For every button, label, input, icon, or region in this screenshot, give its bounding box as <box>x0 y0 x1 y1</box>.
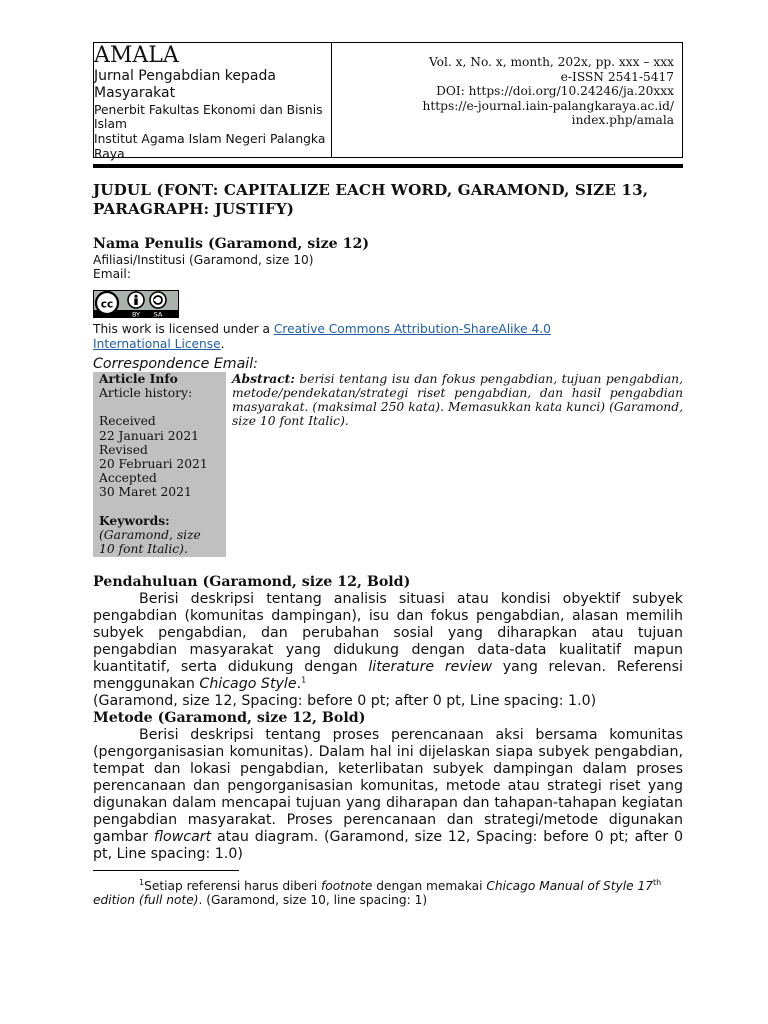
footnote-mark: 1 <box>139 877 145 887</box>
journal-url-line-1: https://e-journal.iain-palangkaraya.ac.id/ <box>422 98 674 113</box>
journal-meta <box>332 43 682 157</box>
author-name: Nama Penulis (Garamond, size 12) <box>93 236 370 252</box>
journal-url-line-2: index.php/amala <box>571 113 674 128</box>
license-link-part-1[interactable]: Creative Commons Attribution-ShareAlike 4.0 <box>273 322 551 337</box>
method-italic-flowcart: flowcart <box>153 828 212 845</box>
article-info-box <box>93 372 226 557</box>
footnote-text-b: dengan memakai <box>372 878 487 893</box>
intro-italic-literature-review: literature review <box>368 658 493 675</box>
license-link-part-2[interactable]: International License <box>93 336 221 351</box>
received-date: 22 Januari 2021 <box>99 428 200 443</box>
doi: DOI: https://doi.org/10.24246/ja.20xxx <box>436 84 674 99</box>
footnote <box>93 879 683 907</box>
keywords-label: Keywords: <box>99 512 170 528</box>
header-divider <box>93 164 683 168</box>
footnote-divider <box>93 870 239 871</box>
footnote-text-c: . (Garamond, size 10, line spacing: 1) <box>198 893 428 908</box>
revised-label: Revised <box>99 442 148 457</box>
keywords-line-1: (Garamond, size <box>99 528 201 543</box>
document-page <box>93 42 683 907</box>
article-info-heading: Article Info <box>99 370 178 386</box>
svg-text:cc: cc <box>100 298 114 311</box>
license-statement <box>93 322 683 350</box>
intro-italic-chicago-style: Chicago Style <box>199 675 297 692</box>
method-text-a: Berisi deskripsi tentang proses perencanaan aksi bersama komunitas (pengorganisasian komunitas). Dalam hal ini dijelaskan siapa subyek pengabdian, tempat dan lokasi pengabdian, keterlibatan subyek dampingan dalam proses perencanaan dan pengorganisasian komunitas, metode atau strategi riset yang digunakan dalam mencapai tujuan yang diharapan dan tahapan-tahapan kegiatan pengabdian masyarakat. Proses perencanaan dan strategi/metode digunakan gambar <box>93 726 683 845</box>
footnote-italic-edition: edition (full note) <box>93 893 199 908</box>
journal-identity <box>94 43 332 161</box>
author-email: Email: <box>93 267 131 282</box>
footnote-text-a: Setiap referensi harus diberi <box>144 878 321 893</box>
cc-by-sa-license-icon[interactable] <box>93 290 179 318</box>
badge-sa-label: SA <box>153 310 163 319</box>
article-info-row <box>93 372 683 557</box>
footnote-reference[interactable]: 1 <box>301 675 307 685</box>
journal-name: AMALA <box>94 43 179 68</box>
method-heading: Metode (Garamond, size 12, Bold) <box>93 709 366 726</box>
keywords-line-2: 10 font Italic). <box>99 542 188 557</box>
issn: e-ISSN 2541-5417 <box>560 69 674 84</box>
journal-header <box>93 42 683 161</box>
correspondence-email: Correspondence Email: <box>93 355 258 372</box>
publisher-line-2: Institut Agama Islam Negeri Palangka Raya <box>94 132 326 161</box>
footnote-italic-chicago-manual: Chicago Manual of Style 17 <box>486 878 653 893</box>
intro-text-c: . <box>296 675 302 692</box>
intro-text-a: Berisi deskripsi tentang analisis situasi atau kondisi obyektif subyek pengabdian (komunitas dampingan), isu dan fokus pengabdian, alasan memilih subyek pengabdian, dan perubahan sosial yang diharapkan atau tujuan pengabdian masyarakat yang didukung dengan data-data kualitatif mapun kuantitatif, serta didukung dengan <box>93 590 683 675</box>
volume-info: Vol. x, No. x, month, 202x, pp. xxx – xxx <box>429 55 674 69</box>
footnote-italic-footnote: footnote <box>320 878 373 893</box>
method-text-b: atau diagram. (Garamond, size 12, Spacing: before 0 pt; after 0 pt, Line spacing: 1.0) <box>93 828 683 862</box>
article-history-label: Article history: <box>99 386 193 401</box>
badge-by-label: BY <box>131 310 141 319</box>
received-label: Received <box>99 414 156 429</box>
publisher-line-1: Penerbit Fakultas Ekonomi dan Bisnis Islam <box>94 103 323 132</box>
intro-paragraph <box>93 591 683 693</box>
accepted-date: 30 Maret 2021 <box>99 485 192 500</box>
journal-subtitle: Jurnal Pengabdian kepada Masyarakat <box>94 68 276 101</box>
intro-heading: Pendahuluan (Garamond, size 12, Bold) <box>93 573 411 590</box>
footnote-th: th <box>652 877 662 887</box>
abstract-text: berisi tentang isu dan fokus pengabdian, tujuan pengabdian, metode/pendekatan/strategi riset pengabdian, dan hasil pengabdian masyarakat. (maksimal 250 kata). Memasukkan kata kunci) (Garamond, size 10 font Italic). <box>232 371 683 429</box>
license-prefix: This work is licensed under a <box>93 322 274 337</box>
abstract <box>226 372 683 557</box>
abstract-label: Abstract: <box>232 370 295 386</box>
license-suffix: . <box>220 336 225 351</box>
intro-spacing-note: (Garamond, size 12, Spacing: before 0 pt; after 0 pt, Line spacing: 1.0) <box>93 692 597 709</box>
revised-date: 20 Februari 2021 <box>99 457 208 472</box>
intro-text-b: yang relevan. Referensi menggunakan <box>93 658 683 692</box>
author-affiliation: Afiliasi/Institusi (Garamond, size 10) <box>93 253 314 267</box>
method-paragraph <box>93 727 683 863</box>
accepted-label: Accepted <box>99 471 157 486</box>
article-title: JUDUL (FONT: CAPITALIZE EACH WORD, GARAMOND, SIZE 13, PARAGRAPH: JUSTIFY) <box>93 181 649 218</box>
